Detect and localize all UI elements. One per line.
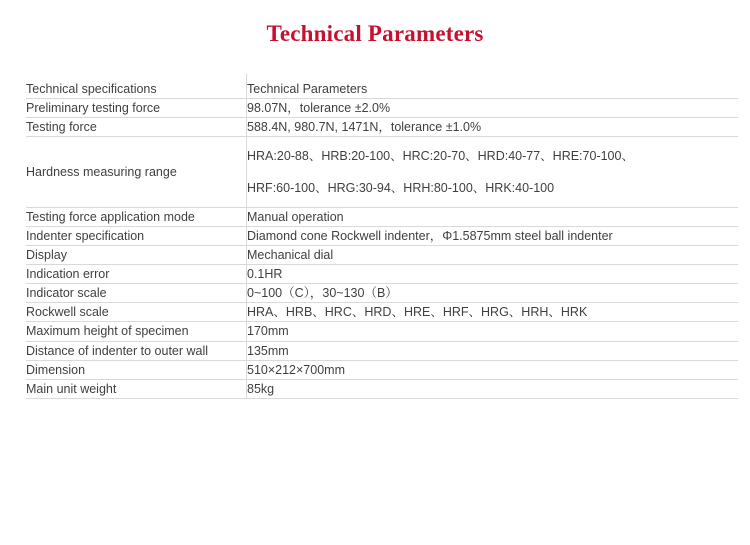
table-row <box>26 245 738 264</box>
row-label: Preliminary testing force <box>26 99 247 118</box>
row-value: 85kg <box>247 379 739 398</box>
row-value: Technical Parameters <box>247 74 739 99</box>
table-row <box>26 341 738 360</box>
table-row <box>26 137 738 207</box>
row-value: 98.07N，tolerance ±2.0% <box>247 99 739 118</box>
row-value: 135mm <box>247 341 739 360</box>
row-value: 0.1HR <box>247 265 739 284</box>
row-label: Indication error <box>26 265 247 284</box>
specification-table-container <box>10 47 740 399</box>
table-row <box>26 265 738 284</box>
table-row <box>26 322 738 341</box>
table-row <box>26 303 738 322</box>
row-value: 588.4N, 980.7N, 1471N，tolerance ±1.0% <box>247 118 739 137</box>
row-value-line: HRA:20-88、HRB:20-100、HRC:20-70、HRD:40-77、HRE:70-100、 <box>247 149 634 164</box>
row-value-line: HRF:60-100、HRG:30-94、HRH:80-100、HRK:40-100 <box>247 180 555 195</box>
row-value: HRA、HRB、HRC、HRD、HRE、HRF、HRG、HRH、HRK <box>247 303 739 322</box>
row-label: Testing force application mode <box>26 207 247 226</box>
row-value: Manual operation <box>247 207 739 226</box>
row-label: Technical specifications <box>26 74 247 99</box>
specification-table <box>26 74 738 399</box>
row-label: Main unit weight <box>26 379 247 398</box>
row-label: Distance of indenter to outer wall <box>26 341 247 360</box>
row-value: 510×212×700mm <box>247 360 739 379</box>
row-value: Diamond cone Rockwell indenter，Φ1.5875mm steel ball indenter <box>247 226 739 245</box>
row-label: Dimension <box>26 360 247 379</box>
row-label: Display <box>26 245 247 264</box>
row-label: Rockwell scale <box>26 303 247 322</box>
row-value: 170mm <box>247 322 739 341</box>
table-row <box>26 284 738 303</box>
table-row <box>26 74 738 99</box>
row-value: Mechanical dial <box>247 245 739 264</box>
table-row <box>26 226 738 245</box>
row-label: Testing force <box>26 118 247 137</box>
row-label: Indicator scale <box>26 284 247 303</box>
table-row <box>26 118 738 137</box>
row-value: 0~100（C），30~130（B） <box>247 284 739 303</box>
table-row <box>26 360 738 379</box>
table-row <box>26 379 738 398</box>
row-value <box>247 137 739 207</box>
row-label: Hardness measuring range <box>26 137 247 207</box>
row-label: Maximum height of specimen <box>26 322 247 341</box>
table-row <box>26 207 738 226</box>
row-label: Indenter specification <box>26 226 247 245</box>
page-title: Technical Parameters <box>266 21 484 46</box>
table-row <box>26 99 738 118</box>
